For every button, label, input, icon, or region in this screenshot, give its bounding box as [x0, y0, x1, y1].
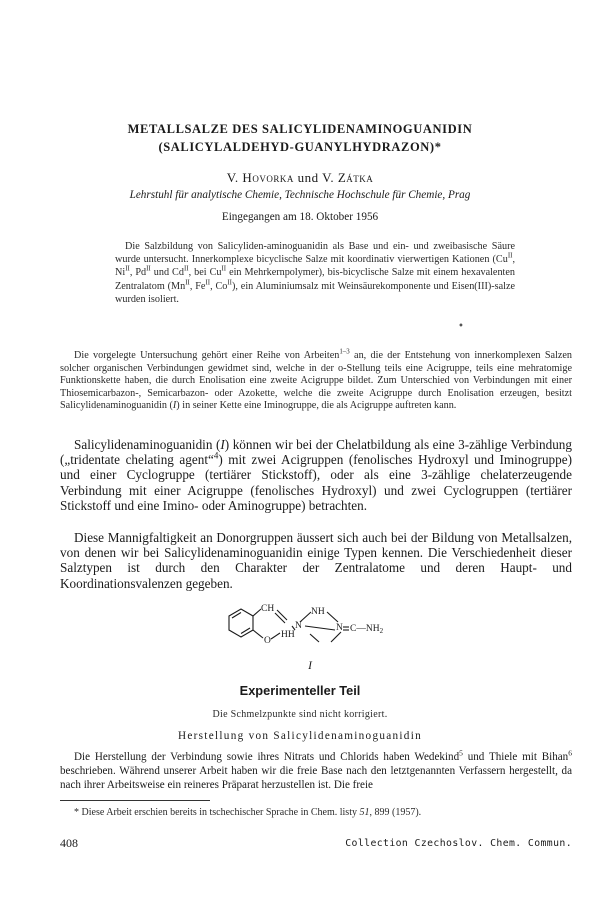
- section-note: Die Schmelzpunkte sind nicht korrigiert.: [212, 709, 388, 720]
- label-hh: HH: [281, 630, 295, 640]
- title-line-2: (SALICYLALDEHYD-GUANYLHYDRAZON)*: [158, 140, 442, 154]
- authors: [40, 170, 560, 186]
- introduction-paragraph: Die vorgelegte Untersuchung gehört einer Reihe von Arbeiten$^{1-3}$ an, die der Entstehung von innerkomplexen Salzen solcher organischen Verbindungen gewidmet sind, welche in der o-Stellung teils eine Acigruppe, teils eine mehratomige Funktionskette haben, die durch Enolisation eine zweite Acigruppe bildet. Zum Unterschied von Verbindungen mit einer Thiosemicarbazon-, Semicarbazon- oder Azokette, welche die zweite Acigruppe durch Enolisation erzeugen, besitzt Salicylidenaminoguanidin (I) in seiner Kette eine Iminogruppe, die als Acigruppe auftreten kann.: [60, 348, 572, 412]
- journal-name: Collection Czechoslov. Chem. Commun.: [345, 838, 572, 849]
- received-date: Eingegangen am 18. Oktober 1956: [221, 211, 379, 223]
- experimental-paragraph: Die Herstellung der Verbindung sowie ihres Nitrats und Chlorids haben Wedekind$^5$ und Thiele mit Bihan$^6$ beschrieben. Während unserer Arbeit haben wir die freie Base nach den letztgenannten Verfassern hergestellt, da nach ihrer Arbeitsweise ein reineres Präparat herzustellen ist. Die freie: [60, 748, 572, 792]
- compound-label: I: [308, 660, 312, 672]
- label-o: O: [264, 636, 271, 646]
- body-paragraph-chelation: Salicylidenaminoguanidin (I) können wir bei der Chelatbildung als eine 3-zählige Verbindung („tridentate chelating agent“$^4$) mit zwei Acigruppen (fenolisches Hydroxyl und Iminogruppe) und einer Cyclogruppe (tertiärer Stickstoff), oder als eine 3-zählige chelaterzeugende Verbindung mit einer Acigruppe (fenolisches Hydroxyl) und zwei Cyclogruppen (tertiärer Stickstoff und eine Imino- oder Aminogruppe) betrachten.: [60, 437, 572, 513]
- author-1: V. Hovorka: [226, 170, 294, 185]
- label-n-left: N: [295, 621, 302, 631]
- subsection-heading: Herstellung von Salicylidenaminoguanidin: [177, 730, 423, 742]
- label-c-nh2: $C—NH_2$: [350, 624, 384, 635]
- page-number: 408: [60, 836, 78, 850]
- title-line-1: METALLSALZE DES SALICYLIDENAMINOGUANIDIN: [127, 122, 473, 136]
- margin-mark: •: [458, 321, 464, 332]
- abstract: Die Salzbildung von Salicyliden-aminoguanidin als Base und ein- und zweibasische Säure wurde untersucht. Innerkomplexe bicyclische Salze mit koordinativ vierwertigen Kationen ($Cu^{II}$, $Ni^{II}$, $Pd^{II}$ und $Cd^{II}$, bei $Cu^{II}$ ein Mehrkernpolymer), bis-bicyclische Salze mit einem hexavalenten Zentralatom ($Mn^{II}$, $Fe^{II}$, $Co^{II}$), ein Aluminiumsalz mit Weinsäurekomponente und Eisen(III)-salze wurden isoliert.: [115, 241, 515, 305]
- label-ch: CH: [261, 604, 275, 614]
- body-paragraph-salt-types: Diese Mannigfaltigkeit an Donorgruppen äussert sich auch bei der Bildung von Metallsalzen, von denen wir bei Salicylidenaminoguanidin einige Typen kennen. Die Verschiedenheit dieser Salztypen ist durch den Charakter der Zentralatome und deren Haupt- und Koordinationsvalenzen gegeben.: [60, 530, 572, 591]
- author-2: V. Zátka: [322, 170, 374, 185]
- footnote-rule: [60, 800, 210, 801]
- section-heading: Experimenteller Teil: [239, 683, 361, 698]
- author-connector: und: [297, 170, 319, 185]
- label-n-right: N: [336, 623, 343, 633]
- footnote: * Diese Arbeit erschien bereits in tschechischer Sprache in Chem. listy 51, 899 (1957).: [74, 807, 422, 818]
- benzene-ring: [229, 609, 253, 637]
- label-nh-top: NH: [311, 607, 325, 617]
- affiliation: Lehrstuhl für analytische Chemie, Technische Hochschule für Chemie, Prag: [129, 189, 471, 201]
